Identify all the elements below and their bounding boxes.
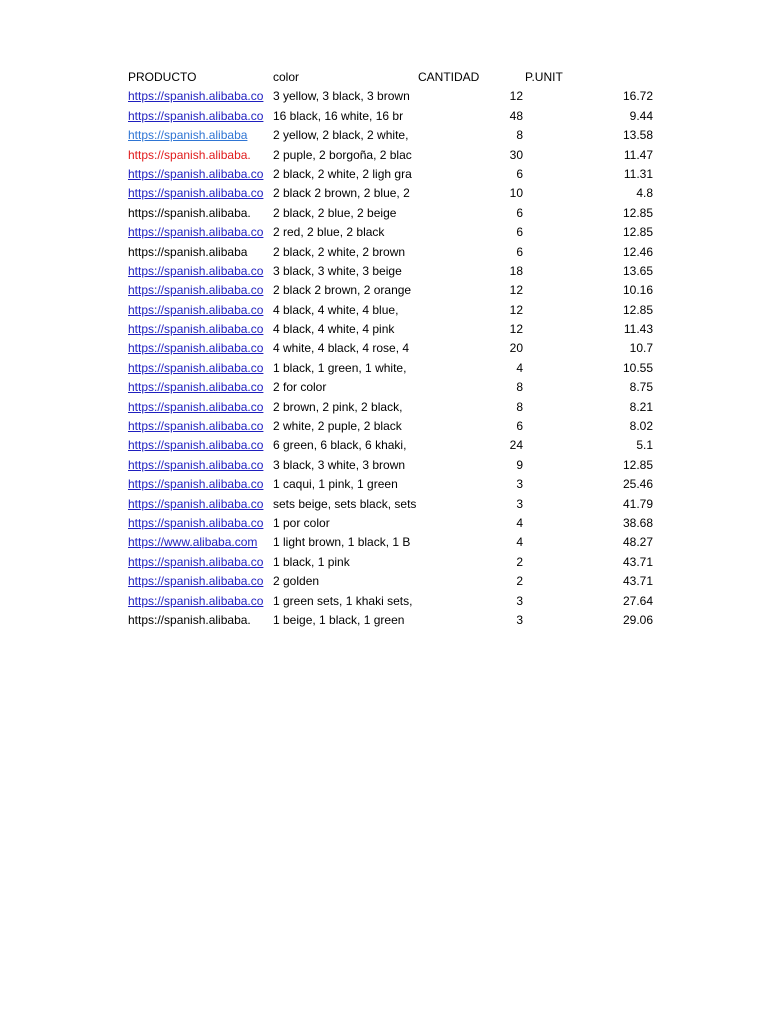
table-row (128, 223, 658, 242)
product-link[interactable] (128, 281, 273, 300)
table-row (128, 301, 658, 320)
cantidad-cell: 4 (516, 515, 523, 530)
punit-cell: 29.06 (622, 612, 653, 627)
product-link[interactable] (128, 592, 273, 611)
table-row (128, 572, 658, 591)
color-cell: 1 green sets, 1 khaki sets, (273, 593, 413, 608)
table-row (128, 475, 658, 494)
product-link[interactable] (128, 107, 273, 126)
table-row (128, 359, 658, 378)
table-row (128, 611, 658, 630)
table-row (128, 126, 658, 145)
table-row (128, 243, 658, 262)
color-cell: 1 light brown, 1 black, 1 B (273, 535, 411, 550)
color-cell: 2 black, 2 blue, 2 beige (273, 205, 397, 220)
punit-cell: 9.44 (629, 108, 653, 123)
table-row (128, 514, 658, 533)
table-row (128, 456, 658, 475)
product-link[interactable] (128, 223, 273, 242)
punit-cell: 13.65 (622, 263, 653, 278)
product-link (128, 243, 273, 262)
cantidad-cell: 6 (516, 225, 523, 240)
product-link[interactable] (128, 262, 273, 281)
cantidad-cell: 9 (516, 457, 523, 472)
cantidad-cell: 12 (509, 283, 523, 298)
header-producto: PRODUCTO (128, 70, 197, 84)
cantidad-cell: 8 (516, 128, 523, 143)
cantidad-cell: 3 (516, 477, 523, 492)
cantidad-cell: 6 (516, 419, 523, 434)
color-cell: 2 black, 2 white, 2 ligh gra (273, 166, 412, 181)
product-url[interactable]: https://spanish.alibaba.co (128, 166, 264, 181)
product-link[interactable] (128, 553, 273, 572)
product-link[interactable] (128, 339, 273, 358)
product-url[interactable]: https://spanish.alibaba.co (128, 593, 264, 608)
punit-cell: 27.64 (622, 593, 653, 608)
product-url[interactable]: https://spanish.alibaba (128, 128, 248, 143)
punit-cell: 10.7 (629, 341, 653, 356)
table-row (128, 417, 658, 436)
cantidad-cell: 48 (509, 108, 523, 123)
table-row (128, 398, 658, 417)
color-cell: 2 red, 2 blue, 2 black (273, 225, 385, 240)
table-row (128, 320, 658, 339)
product-link[interactable] (128, 320, 273, 339)
color-cell: 3 yellow, 3 black, 3 brown (273, 89, 410, 104)
punit-cell: 11.47 (623, 147, 653, 162)
color-cell: 1 por color (273, 515, 330, 530)
color-cell: 2 black, 2 white, 2 brown (273, 244, 406, 259)
punit-cell: 12.85 (622, 457, 653, 472)
product-url[interactable]: https://spanish.alibaba.co (128, 263, 264, 278)
product-url[interactable]: https://spanish.alibaba.co (128, 360, 264, 375)
product-url[interactable]: https://spanish.alibaba.co (128, 438, 264, 453)
header-color: color (273, 70, 300, 84)
table-row (128, 436, 658, 455)
cantidad-cell: 3 (516, 496, 523, 511)
product-link[interactable] (128, 184, 273, 203)
product-link[interactable] (128, 475, 273, 494)
product-url[interactable]: https://spanish.alibaba.co (128, 554, 264, 569)
cantidad-cell: 12 (509, 322, 523, 337)
color-cell: 6 green, 6 black, 6 khaki, (273, 438, 407, 453)
product-link[interactable] (128, 436, 273, 455)
product-url: https://spanish.alibaba. (128, 612, 251, 627)
product-link (128, 611, 273, 630)
product-url[interactable]: https://spanish.alibaba.co (128, 341, 264, 356)
product-link[interactable] (128, 165, 273, 184)
product-link[interactable] (128, 572, 273, 591)
product-url[interactable]: https://spanish.alibaba.co (128, 225, 264, 240)
product-table (128, 68, 658, 630)
product-link[interactable] (128, 87, 273, 106)
color-cell: 1 caqui, 1 pink, 1 green (273, 477, 398, 492)
table-row (128, 592, 658, 611)
color-cell: 16 black, 16 white, 16 br (273, 108, 404, 123)
product-url[interactable]: https://spanish.alibaba.co (128, 322, 264, 337)
product-url[interactable]: https://spanish.alibaba.co (128, 457, 264, 472)
table-row (128, 165, 658, 184)
punit-cell: 12.85 (622, 225, 653, 240)
punit-cell: 16.72 (622, 89, 653, 104)
color-cell: 2 yellow, 2 black, 2 white, (273, 128, 409, 143)
punit-cell: 13.58 (622, 128, 653, 143)
product-url[interactable]: https://spanish.alibaba. (128, 147, 251, 162)
punit-cell: 38.68 (622, 515, 653, 530)
product-url: https://spanish.alibaba. (128, 205, 251, 220)
color-cell: 1 black, 1 green, 1 white, (273, 360, 407, 375)
product-link[interactable] (128, 398, 273, 417)
cantidad-cell: 6 (516, 166, 523, 181)
product-link[interactable] (128, 514, 273, 533)
punit-cell: 8.21 (629, 399, 653, 414)
color-cell: 2 white, 2 puple, 2 black (273, 419, 402, 434)
product-url[interactable]: https://spanish.alibaba.co (128, 399, 264, 414)
color-cell: 4 black, 4 white, 4 pink (273, 322, 395, 337)
color-cell: 3 black, 3 white, 3 beige (273, 263, 402, 278)
color-cell: 3 black, 3 white, 3 brown (273, 457, 406, 472)
product-url[interactable]: https://spanish.alibaba.co (128, 496, 264, 511)
table-row (128, 262, 658, 281)
product-link[interactable] (128, 359, 273, 378)
product-url[interactable]: https://spanish.alibaba.co (128, 515, 264, 530)
color-cell: 2 black 2 brown, 2 orange (273, 283, 412, 298)
punit-cell: 12.85 (622, 205, 653, 220)
cantidad-cell: 10 (509, 186, 523, 201)
punit-cell: 12.46 (622, 244, 653, 259)
table-header-row (128, 68, 658, 87)
table-row (128, 107, 658, 126)
product-url[interactable]: https://spanish.alibaba.co (128, 186, 264, 201)
punit-cell: 11.43 (623, 322, 653, 337)
product-url[interactable]: https://www.alibaba.com (128, 535, 258, 550)
header-punit: P.UNIT (525, 70, 563, 84)
table-body (128, 87, 658, 630)
punit-cell: 8.75 (629, 380, 653, 395)
product-url[interactable]: https://spanish.alibaba.co (128, 380, 264, 395)
cantidad-cell: 20 (509, 341, 523, 356)
cantidad-cell: 3 (516, 612, 523, 627)
punit-cell: 12.85 (622, 302, 653, 317)
product-link (128, 204, 273, 223)
table-row (128, 553, 658, 572)
table-row (128, 184, 658, 203)
table-row (128, 204, 658, 223)
cantidad-cell: 12 (509, 89, 523, 104)
cantidad-cell: 8 (516, 399, 523, 414)
punit-cell: 25.46 (622, 477, 653, 492)
product-link[interactable] (128, 126, 273, 145)
product-url[interactable]: https://spanish.alibaba.co (128, 302, 264, 317)
punit-cell: 10.16 (622, 283, 653, 298)
punit-cell: 4.8 (636, 186, 653, 201)
product-link[interactable] (128, 417, 273, 436)
punit-cell: 43.71 (622, 574, 653, 589)
punit-cell: 11.31 (623, 166, 653, 181)
cantidad-cell: 8 (516, 380, 523, 395)
product-link[interactable] (128, 456, 273, 475)
table-row (128, 339, 658, 358)
cantidad-cell: 6 (516, 244, 523, 259)
color-cell: 2 for color (273, 380, 327, 395)
punit-cell: 48.27 (622, 535, 653, 550)
punit-cell: 10.55 (622, 360, 653, 375)
product-url[interactable]: https://spanish.alibaba.co (128, 108, 264, 123)
table-row (128, 281, 658, 300)
table-row (128, 87, 658, 106)
product-link[interactable] (128, 495, 273, 514)
punit-cell: 43.71 (622, 554, 653, 569)
header-cantidad: CANTIDAD (418, 70, 480, 84)
cantidad-cell: 12 (509, 302, 523, 317)
table-row (128, 378, 658, 397)
cantidad-cell: 3 (516, 593, 523, 608)
cantidad-cell: 4 (516, 360, 523, 375)
table-row (128, 495, 658, 514)
product-url[interactable]: https://spanish.alibaba.co (128, 283, 264, 298)
color-cell: 2 brown, 2 pink, 2 black, (273, 399, 403, 414)
color-cell: 2 puple, 2 borgoña, 2 blac (273, 147, 412, 162)
color-cell: 4 black, 4 white, 4 blue, (273, 302, 399, 317)
table-row (128, 146, 658, 165)
product-url: https://spanish.alibaba (128, 244, 248, 259)
cantidad-cell: 2 (516, 554, 523, 569)
product-url[interactable]: https://spanish.alibaba.co (128, 89, 264, 104)
cantidad-cell: 6 (516, 205, 523, 220)
product-link[interactable] (128, 146, 273, 165)
color-cell: 1 beige, 1 black, 1 green (273, 612, 405, 627)
color-cell: 2 black 2 brown, 2 blue, 2 (273, 186, 410, 201)
punit-cell: 5.1 (636, 438, 653, 453)
table-row (128, 533, 658, 552)
cantidad-cell: 24 (509, 438, 523, 453)
product-link[interactable] (128, 301, 273, 320)
product-url[interactable]: https://spanish.alibaba.co (128, 477, 264, 492)
punit-cell: 8.02 (629, 419, 653, 434)
color-cell: sets beige, sets black, sets (273, 496, 417, 511)
punit-cell: 41.79 (622, 496, 653, 511)
cantidad-cell: 30 (509, 147, 523, 162)
product-link[interactable] (128, 378, 273, 397)
color-cell: 4 white, 4 black, 4 rose, 4 (273, 341, 410, 356)
cantidad-cell: 2 (516, 574, 523, 589)
color-cell: 2 golden (273, 574, 320, 589)
product-link[interactable] (128, 533, 273, 552)
product-url[interactable]: https://spanish.alibaba.co (128, 574, 264, 589)
cantidad-cell: 18 (509, 263, 523, 278)
product-url[interactable]: https://spanish.alibaba.co (128, 419, 264, 434)
cantidad-cell: 4 (516, 535, 523, 550)
color-cell: 1 black, 1 pink (273, 554, 350, 569)
